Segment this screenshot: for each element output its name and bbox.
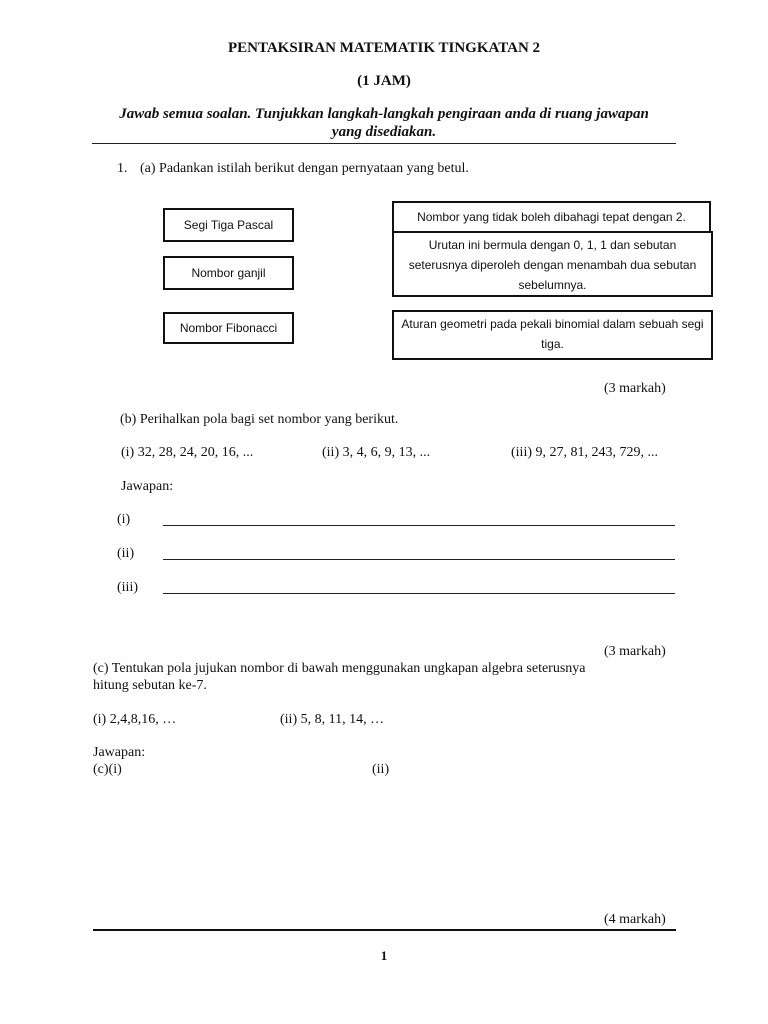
part-c-prompt-line-1: (c) Tentukan pola jujukan nombor di bawah menggunakan ungkapan algebra seterusnya	[93, 661, 586, 676]
statement-box-1	[392, 201, 711, 235]
marks-part-a: (3 markah)	[604, 381, 666, 396]
term-box-odd	[163, 256, 294, 290]
answer-line-ii[interactable]	[163, 559, 675, 560]
marks-part-b: (3 markah)	[604, 644, 666, 659]
statement-text: Urutan ini bermula dengan 0, 1, 1 dan sebutan seterusnya diperoleh dengan menambah dua sebutan sebelumnya.	[408, 238, 697, 292]
sequence-i: (i) 32, 28, 24, 20, 16, ...	[121, 445, 254, 460]
page-number: 1	[380, 948, 388, 963]
answer-c-i-label: (c)(i)	[93, 762, 122, 777]
term-label: Nombor ganjil	[191, 266, 266, 280]
statement-box-2	[392, 231, 713, 297]
term-box-pascal	[163, 208, 294, 242]
part-a-prompt: (a) Padankan istilah berikut dengan pernyataan yang betul.	[140, 161, 469, 176]
question-number: 1.	[117, 161, 128, 176]
answer-row-label-iii: (iii)	[117, 580, 138, 595]
term-label: Nombor Fibonacci	[179, 321, 278, 335]
term-label: Segi Tiga Pascal	[183, 218, 274, 232]
part-b-prompt: (b) Perihalkan pola bagi set nombor yang berikut.	[120, 412, 399, 427]
answer-row-label-i: (i)	[117, 512, 131, 527]
answer-label-c: Jawapan:	[93, 745, 146, 760]
answer-line-i[interactable]	[163, 525, 675, 526]
page-title: PENTAKSIRAN MATEMATIK TINGKATAN 2	[227, 40, 541, 56]
instructions-line-2: yang disediakan.	[331, 124, 437, 140]
sequence-iii: (iii) 9, 27, 81, 243, 729, ...	[511, 445, 658, 460]
instructions-line-1: Jawab semua soalan. Tunjukkan langkah-langkah pengiraan anda di ruang jawapan	[119, 106, 649, 122]
instructions	[0, 105, 768, 141]
statement-text: Aturan geometri pada pekali binomial dalam sebuah segi tiga.	[401, 317, 704, 351]
answer-c-ii-label: (ii)	[372, 762, 390, 777]
exam-duration: (1 JAM)	[357, 73, 411, 89]
term-box-fibonacci	[163, 312, 294, 344]
part-c-prompt-line-2: hitung sebutan ke-7.	[93, 678, 207, 693]
footer-divider	[93, 929, 676, 931]
statement-box-3	[392, 310, 713, 360]
marks-part-c: (4 markah)	[604, 912, 666, 927]
sequence-ii: (ii) 3, 4, 6, 9, 13, ...	[322, 445, 431, 460]
answer-line-iii[interactable]	[163, 593, 675, 594]
answer-row-label-ii: (ii)	[117, 546, 135, 561]
part-c-sequence-i: (i) 2,4,8,16, …	[93, 712, 177, 727]
answer-label-b: Jawapan:	[121, 479, 174, 494]
header-divider	[92, 143, 676, 144]
statement-text: Nombor yang tidak boleh dibahagi tepat dengan 2.	[417, 210, 686, 224]
part-c-sequence-ii: (ii) 5, 8, 11, 14, …	[280, 712, 385, 727]
answer-area-c[interactable]	[93, 782, 675, 907]
